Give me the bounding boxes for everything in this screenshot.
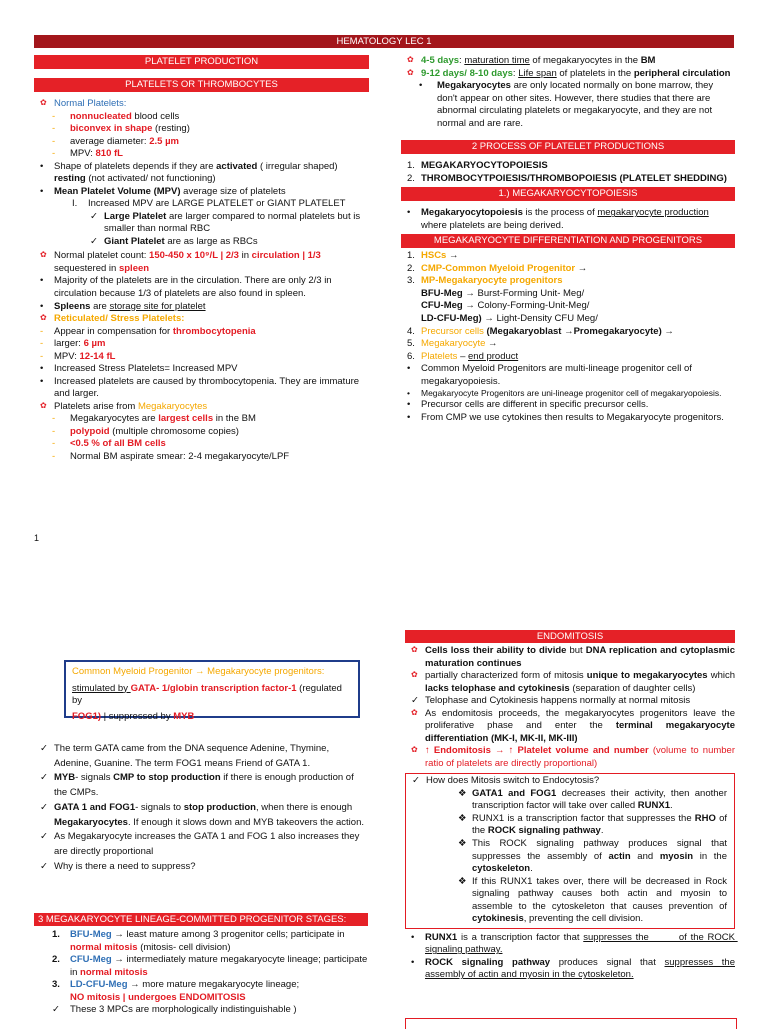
text: (Megakaryoblast →Promegakaryocyte): [483, 325, 662, 337]
text: THROMBOCYTPOIESIS/THROMBOPOIESIS (PLATELET SHEDDING): [421, 172, 727, 184]
check-icon: ✓: [90, 210, 98, 222]
dash-bullet-icon: -: [40, 338, 44, 350]
check-icon: ✓: [40, 860, 48, 872]
text: As endomitosis proceeds, the megakaryocytes progenitors leave the proliferative phase and enter the: [425, 707, 735, 732]
text: lacks telophase and cytokinesis: [425, 682, 570, 694]
diamond-bullet-icon: ❖: [458, 837, 467, 849]
text: RUNX1: [637, 800, 670, 812]
text: 810 fL: [95, 148, 123, 160]
page-number: 1: [34, 533, 40, 543]
text: 12-14 fL: [79, 350, 116, 362]
text: LD-CFU-Meg): [421, 312, 482, 324]
text: 4-5 days: [421, 55, 460, 66]
text: RUNX1 is a transcription factor that suppresses the: [472, 812, 695, 824]
list-number: 2.: [52, 954, 60, 966]
text: → least mature among 3 progenitor cells; participate in: [111, 929, 345, 940]
text: unique to megakaryocytes: [586, 670, 708, 682]
text: Life span: [518, 67, 557, 79]
text: This ROCK signaling pathway produces signal that suppresses the assembly of: [472, 837, 727, 862]
text: CMP-Common Myeloid Progenitor: [421, 262, 576, 274]
text: RUNX1: [425, 931, 458, 943]
check-icon: ✓: [40, 743, 48, 754]
text: Spleens: [54, 300, 91, 312]
text: decreases their activity, then another transcription factor will take over called: [472, 787, 727, 812]
text: Common Myeloid Progenitor → Megakaryocyte progenitors:: [72, 666, 325, 677]
check-icon: ✓: [52, 1004, 60, 1016]
section-title: 3 MEGAKARYOCYTE LINEAGE-COMMITTED PROGENITOR STAGES:: [38, 914, 347, 925]
check-icon: ✓: [40, 772, 48, 784]
text: Platelets: [421, 350, 458, 362]
dash-bullet-icon: -: [52, 110, 56, 122]
text: maturation time: [464, 55, 530, 66]
check-icon: ✓: [40, 801, 48, 813]
text: blood cells: [131, 110, 180, 122]
text: . If enough it slows down and MYB takeovers the action.: [127, 816, 364, 828]
text: activated: [216, 160, 258, 172]
section-bar-stages: [34, 913, 368, 926]
text: are larger compared to normal platelets but is smaller than normal RBC: [104, 210, 361, 235]
text: Megakaryocytes: [437, 80, 511, 92]
text: FOG1): [72, 710, 102, 722]
text: are only located normally on bone marrow, they don't appear on other sites. However, there studies that there are abnormal circulating platelets or megakaryocyte, and they are not normal and are rare.: [437, 80, 714, 129]
question-box: [405, 773, 735, 928]
header-bar: [34, 35, 734, 48]
bullet-icon: •: [40, 300, 44, 312]
text: → Light-Density CFU Meg/: [481, 312, 598, 324]
text: .: [670, 800, 673, 812]
dash-bullet-icon: -: [40, 350, 44, 362]
text: Appear in compensation for: [54, 325, 173, 337]
text: Mean Platelet Volume (MPV): [54, 185, 181, 197]
list-number: 4.: [407, 325, 415, 337]
text: → more mature megakaryocyte lineage;: [127, 979, 300, 991]
endomitosis-block: [405, 630, 738, 982]
dash-bullet-icon: -: [52, 413, 56, 425]
process-list: [401, 160, 735, 185]
text: Increased platelets are caused by thrombocytopenia. They are immature and larger.: [54, 375, 360, 400]
doc-title: HEMATOLOGY LEC 1: [336, 36, 432, 47]
text: (multiple chromosome copies): [109, 425, 239, 437]
bullet-icon: •: [407, 363, 411, 375]
text: produces signal that: [550, 956, 665, 968]
bullet-icon: •: [40, 185, 44, 197]
text: (resting): [152, 123, 190, 135]
dash-bullet-icon: -: [52, 450, 56, 462]
text: MPV:: [70, 148, 96, 160]
text: ROCK signaling pathway: [425, 956, 551, 968]
section-title: PLATELETS OR THROMBOCYTES: [125, 79, 278, 90]
right-column: [401, 55, 735, 424]
text: Shape of platelets depends if they are: [54, 160, 217, 172]
list-number: 3.: [407, 275, 415, 287]
regulation-box: [64, 660, 360, 722]
text: → intermediately mature megakaryocyte lineage; participate in: [70, 954, 368, 978]
heading: Reticulated/ Stress Platelets:: [54, 313, 185, 325]
text: GATA 1 and FOG1: [54, 801, 136, 813]
text: Majority of the platelets are in the circulation. There are only 2/3 in circulation because 1/3 of platelets are also found in spleen.: [54, 275, 332, 299]
arrow: →: [661, 325, 674, 337]
bullet-icon: •: [411, 956, 415, 968]
dash-bullet-icon: -: [52, 135, 56, 147]
text: - signals: [75, 772, 114, 784]
text: MYB: [54, 772, 76, 784]
star-bullet-icon: ✿: [40, 400, 47, 410]
normal-platelets-block: [34, 98, 369, 463]
text: circulation | 1/3: [251, 250, 321, 262]
star-bullet-icon: ✿: [411, 707, 418, 717]
text: If this RUNX1 takes over, there will be decreased in Rock signaling pathway causes both actin and myosin to assemble to the cytoskeleton that causes prevention of: [472, 875, 727, 912]
text: .: [530, 863, 533, 875]
list-number: 2.: [407, 262, 415, 274]
text: normal mitosis: [70, 941, 138, 953]
text: CMP to stop production: [113, 772, 221, 784]
dash-bullet-icon: -: [52, 123, 56, 135]
section-bar-platelets: [34, 78, 369, 92]
star-bullet-icon: ✿: [411, 745, 418, 755]
dash-bullet-icon: -: [52, 148, 56, 160]
dash-bullet-icon: -: [52, 425, 56, 437]
text: | suppressed by: [101, 710, 174, 722]
stages-block: [34, 913, 368, 1017]
text: polypoid: [70, 425, 110, 437]
text: Megakaryocyte: [421, 338, 486, 350]
text: ROCK signaling pathway: [487, 825, 601, 837]
text: :: [459, 55, 465, 66]
text: How does Mitosis switch to Endocytosis?: [426, 775, 600, 787]
text: of megakaryocytes in the: [529, 55, 641, 66]
text: (not activated/ not functioning): [85, 173, 216, 185]
differentiation-list: [401, 250, 735, 424]
section-bar-endomitosis: [405, 630, 735, 643]
text: which: [707, 670, 735, 682]
text: where platelets are being derived.: [421, 219, 564, 231]
section-title: 2 PROCESS OF PLATELET PRODUCTIONS: [471, 141, 665, 153]
text: ↑ Endomitosis → ↑ Platelet volume and number: [425, 745, 649, 757]
text: Cells loss their ability to divide: [425, 645, 567, 656]
bullet-icon: •: [40, 375, 44, 387]
check-icon: ✓: [411, 695, 419, 707]
text: in: [238, 250, 252, 262]
text: CFU-Meg: [70, 954, 112, 966]
text: Precursor cells: [421, 325, 484, 337]
bullet-icon: •: [407, 207, 411, 219]
text: Megakaryocytopoiesis: [421, 207, 523, 219]
text: terminal megakaryocyte differentiation (MK-I, MK-II, MK-III): [425, 720, 735, 744]
text: Megakaryocytes: [54, 816, 128, 828]
text: are: [90, 300, 110, 312]
dash-bullet-icon: -: [52, 438, 56, 450]
star-bullet-icon: ✿: [411, 645, 418, 654]
text: normal mitosis: [80, 966, 148, 978]
bullet-icon: •: [40, 275, 44, 287]
text: biconvex in shape: [70, 123, 153, 135]
text: :: [512, 67, 519, 79]
section-title: MEGAKARYOCYTE DIFFERENTIATION AND PROGENITORS: [433, 235, 703, 247]
diamond-bullet-icon: ❖: [458, 787, 467, 799]
text: myosin: [659, 850, 694, 862]
check-icon: ✓: [90, 235, 98, 247]
bullet-icon: •: [411, 931, 415, 943]
text: in the: [693, 850, 727, 862]
gata-notes: [34, 742, 368, 874]
text: suppresses the of the ROCK signaling pathway.: [425, 931, 738, 956]
section-title: ENDOMITOSIS: [536, 631, 604, 642]
text: nonnucleated: [70, 110, 132, 122]
text: - signals to: [135, 801, 184, 813]
text: largest cells: [158, 413, 214, 425]
arrow: →: [446, 250, 459, 262]
section-bar-differentiation: [401, 234, 735, 248]
star-bullet-icon: ✿: [40, 313, 47, 323]
text: (volume to number ratio of platelets are directly proportional): [425, 745, 735, 769]
heading: Normal Platelets:: [54, 98, 127, 109]
text: Common Myeloid Progenitors are multi-lineage progenitor cell of megakaryopoiesis.: [421, 363, 692, 387]
text: if there is enough production of the CMPs.: [54, 772, 354, 799]
diamond-bullet-icon: ❖: [458, 875, 467, 887]
diamond-bullet-icon: ❖: [458, 812, 467, 824]
bullet-icon: •: [40, 363, 44, 375]
text: suppresses the assembly of actin and myosin in the cytoskeleton.: [425, 956, 735, 981]
list-number: 2.: [407, 172, 415, 184]
text: Precursor cells are different in specific precursor cells.: [421, 399, 649, 411]
text: partially characterized form of mitosis: [425, 670, 587, 682]
bullet-icon: •: [419, 80, 423, 92]
text: storage site for platelet: [109, 300, 206, 312]
text: 9-12 days/ 8-10 days: [421, 67, 513, 79]
text: As Megakaryocyte increases the GATA 1 and FOG 1 also increases they are directly proportional: [54, 831, 360, 858]
text: → Burst-Forming Unit- Meg/: [462, 287, 585, 299]
list-number: 5.: [407, 338, 415, 350]
text: Platelets arise from: [54, 400, 138, 412]
star-bullet-icon: ✿: [407, 67, 414, 77]
text: –: [457, 350, 468, 362]
text: (separation of daughter cells): [569, 682, 696, 694]
text: larger:: [54, 338, 84, 350]
star-bullet-icon: ✿: [407, 55, 414, 64]
text: resting: [54, 173, 86, 185]
arrow: →: [485, 338, 498, 350]
text: ( irregular shaped): [257, 160, 338, 172]
text: 6 µm: [83, 338, 106, 350]
list-number: 6.: [407, 350, 415, 362]
dash-bullet-icon: -: [40, 325, 44, 337]
text: actin: [608, 850, 631, 862]
text: but: [566, 645, 586, 656]
text: , preventing the cell division.: [523, 913, 644, 925]
bullet-icon: •: [40, 160, 44, 172]
text: These 3 MPCs are morphologically indistinguishable ): [70, 1004, 297, 1016]
arrow: →: [575, 262, 588, 274]
text: 2.5 µm: [149, 135, 179, 147]
text: LD-CFU-Meg: [70, 979, 128, 991]
text: and: [630, 850, 660, 862]
check-icon: ✓: [40, 831, 48, 843]
text: , when there is enough: [255, 801, 353, 813]
text: Megakaryocytes: [137, 400, 208, 412]
text: thrombocytopenia: [172, 325, 256, 337]
star-bullet-icon: ✿: [40, 250, 47, 260]
text: BFU-Meg: [421, 287, 463, 299]
left-column: [34, 55, 369, 463]
text: Increased MPV are LARGE PLATELET or GIANT PLATELET: [88, 198, 346, 210]
text: Large Platelet: [104, 210, 167, 222]
text: <0.5 % of all BM cells: [70, 438, 166, 450]
text: Giant Platelet: [104, 235, 165, 247]
star-bullet-icon: ✿: [40, 98, 47, 107]
list-number: 3.: [52, 979, 60, 991]
text: BFU-Meg: [70, 929, 112, 940]
text: DNA replication and cytoplasmic maturation continues: [425, 645, 735, 669]
text: NO mitosis | undergoes ENDOMITOSIS: [70, 991, 246, 1003]
text: Normal BM aspirate smear: 2-4 megakaryocyte/LPF: [70, 450, 290, 462]
text: of the: [472, 812, 727, 837]
text: (mitosis- cell division): [137, 941, 231, 953]
text: is a transcription factor that: [457, 931, 584, 943]
text: GATA1 and FOG1: [472, 787, 557, 799]
list-number: 1.: [52, 929, 60, 940]
text: 150-450 x 10⁹/L | 2/3: [149, 250, 239, 262]
text: MYB: [173, 710, 195, 722]
text: stimulated by: [72, 682, 131, 694]
text: average size of platelets: [180, 185, 286, 197]
text: MEGAKARYOCYTOPOIESIS: [421, 160, 548, 172]
text: BM: [640, 55, 656, 66]
section-bar-process: [401, 140, 735, 154]
text: of platelets in the: [556, 67, 634, 79]
text: spleen: [118, 262, 150, 274]
list-number: 1.: [407, 250, 415, 262]
bullet-icon: •: [407, 388, 410, 399]
text: is the process of: [522, 207, 598, 219]
text: .: [600, 825, 604, 837]
check-icon: ✓: [412, 775, 420, 787]
text: Megakaryocytes are: [70, 413, 159, 425]
text: peripheral circulation: [633, 67, 731, 79]
text: end product: [468, 350, 519, 362]
text: MPV:: [54, 350, 80, 362]
section-bar-platelet-production: [34, 55, 369, 69]
bullet-icon: •: [407, 399, 411, 411]
list-number: 1.: [407, 160, 415, 172]
text: sequestered in: [54, 262, 119, 274]
bullet-icon: •: [407, 411, 411, 423]
section-bar-megakaryocytopoiesis: [401, 187, 735, 201]
text: Increased Stress Platelets= Increased MPV: [54, 363, 238, 375]
text: Megakaryocyte Progenitors are uni-lineage progenitor cell of megakaryopoiesis.: [421, 388, 722, 399]
section-title: PLATELET PRODUCTION: [144, 56, 259, 67]
text: megakaryocyte production: [597, 207, 709, 219]
text: are as large as RBCs: [164, 235, 258, 247]
text: The term GATA came from the DNA sequence Adenine, Thymine, Adenine, Guanine. The term FOG1 means Friend of GATA 1.: [54, 743, 330, 769]
text: Why is there a need to suppress?: [54, 860, 196, 872]
text: cytokinesis: [472, 913, 524, 925]
text: HSCs: [421, 250, 447, 262]
text: cytoskeleton: [472, 863, 531, 875]
text: GATA- 1/globin transcription factor-1: [130, 682, 297, 694]
section-title: 1.) MEGAKARYOCYTOPOIESIS: [498, 188, 638, 200]
text: Normal platelet count:: [54, 250, 150, 262]
text: → Colony-Forming-Unit-Meg/: [462, 300, 590, 312]
text: RHO: [694, 812, 716, 824]
text: in the BM: [213, 413, 256, 425]
star-bullet-icon: ✿: [411, 670, 418, 680]
text: (regulated by: [72, 682, 342, 707]
text: stop production: [183, 801, 256, 813]
text: CFU-Meg: [421, 300, 463, 312]
text: average diameter:: [70, 135, 150, 147]
text: Telophase and Cytokinesis happens normally at normal mitosis: [425, 695, 691, 707]
text: MP-Megakaryocyte progenitors: [421, 275, 563, 287]
roman-numeral: I.: [72, 198, 78, 210]
text: From CMP we use cytokines then results to Megakaryocyte progenitors.: [421, 411, 724, 423]
